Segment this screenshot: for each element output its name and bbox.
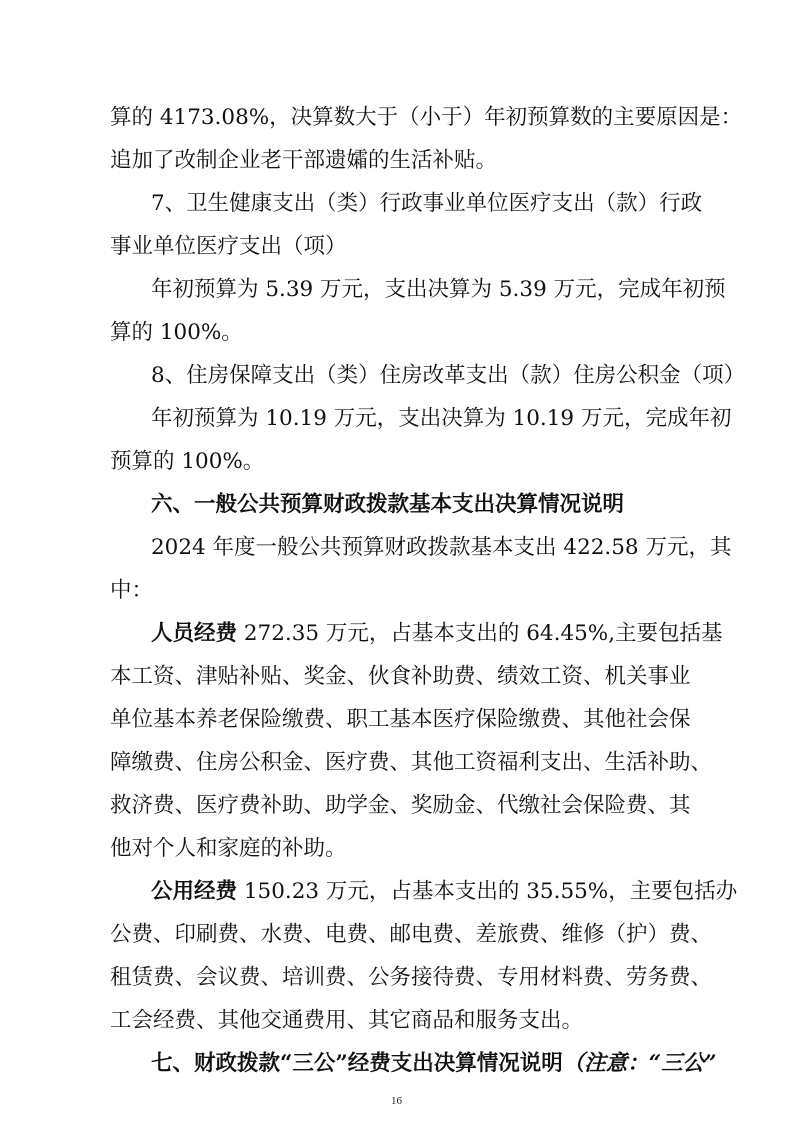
text-line: 年初预算为 10.19 万元，支出决算为 10.19 万元，完成年初 xyxy=(151,406,732,431)
public-expense-label: 公用经费 xyxy=(151,879,238,904)
text-line: 救济费、医疗费补助、助学金、奖励金、代缴社会保险费、其 xyxy=(110,793,691,818)
text-line: 年初预算为 5.39 万元，支出决算为 5.39 万元，完成年初预 xyxy=(151,277,726,302)
text-line: 2024 年度一般公共预算财政拨款基本支出 422.58 万元，其 xyxy=(151,535,732,560)
text-line xyxy=(151,619,793,649)
text-line: 算的 100%。 xyxy=(110,320,243,345)
page-number: 16 xyxy=(391,1095,402,1107)
personnel-expense-label: 人员经费 xyxy=(151,621,238,646)
text-line: 算的 4173.08%，决算数大于（小于）年初预算数的主要原因是： xyxy=(110,105,743,130)
text-line: 他对个人和家庭的补助。 xyxy=(110,836,347,861)
section-heading-six: 六、一般公共预算财政拨款基本支出决算情况说明 xyxy=(151,492,625,517)
personnel-expense-text: 272.35 万元，占基本支出的 64.45%,主要包括基 xyxy=(237,621,723,646)
text-line xyxy=(151,877,793,907)
text-line: 7、卫生健康支出（类）行政事业单位医疗支出（款）行政 xyxy=(151,191,703,216)
text-line: 工会经费、其他交通费用、其它商品和服务支出。 xyxy=(110,1008,584,1033)
section-heading-seven-note: （注意：“三公” xyxy=(562,1051,717,1076)
text-line: 障缴费、住房公积金、医疗费、其他工资福利支出、生活补助、 xyxy=(110,750,713,775)
text-line: 追加了改制企业老干部遗孀的生活补贴。 xyxy=(110,148,498,173)
text-line: 预算的 100%。 xyxy=(110,449,265,474)
text-line: 单位基本养老保险缴费、职工基本医疗保险缴费、其他社会保 xyxy=(110,707,691,732)
text-line: 本工资、津贴补贴、奖金、伙食补助费、绩效工资、机关事业 xyxy=(110,664,691,689)
text-line: 公费、印刷费、水费、电费、邮电费、差旅费、维修（护）费、 xyxy=(110,922,713,947)
public-expense-text: 150.23 万元，占基本支出的 35.55%，主要包括办 xyxy=(237,879,738,904)
text-line: 租赁费、会议费、培训费、公务接待费、专用材料费、劳务费、 xyxy=(110,965,713,990)
section-heading-seven xyxy=(151,1049,793,1079)
section-heading-seven-main: 七、财政拨款“三公”经费支出决算情况说明 xyxy=(151,1051,563,1076)
text-line: 事业单位医疗支出（项） xyxy=(110,234,347,259)
text-line: 中： xyxy=(110,578,154,603)
text-line: 8、住房保障支出（类）住房改革支出（款）住房公积金（项） xyxy=(151,363,746,388)
